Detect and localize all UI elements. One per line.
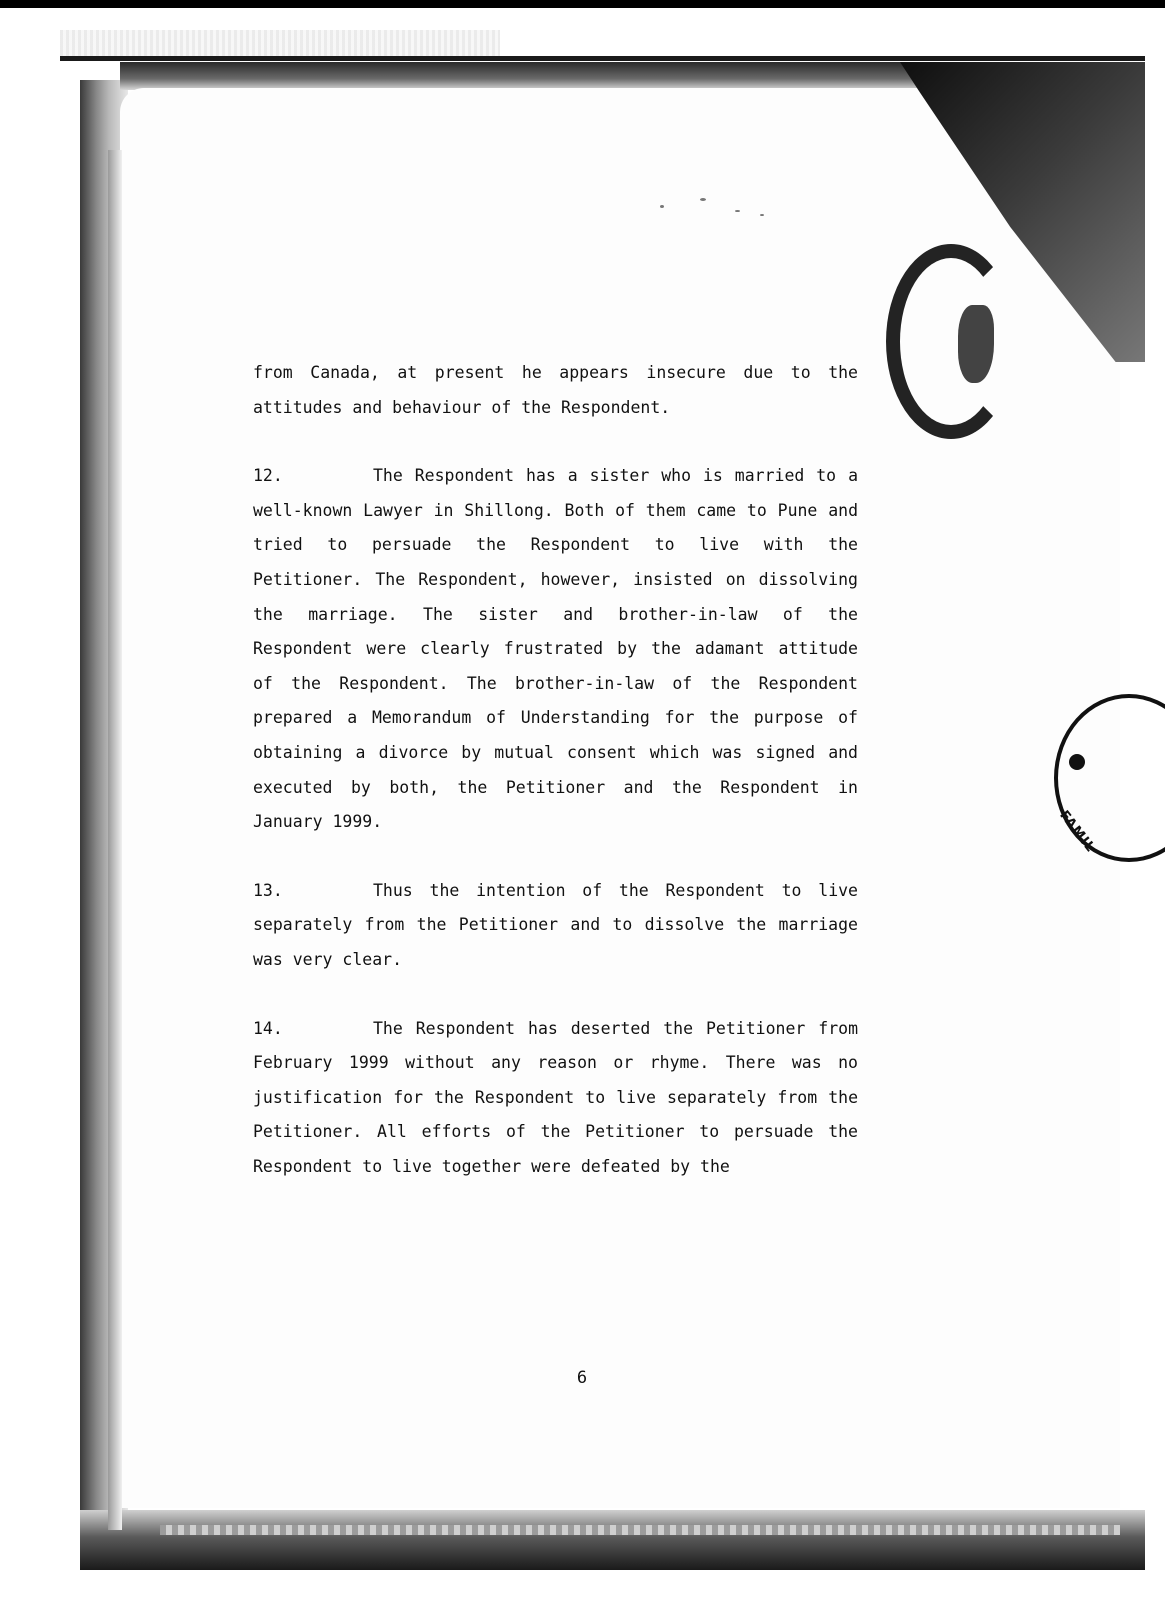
- court-stamp-top: [886, 244, 1016, 439]
- scan-top-rule: [60, 56, 1145, 61]
- scan-speck: [660, 205, 664, 208]
- scan-bottom-strip: [160, 1525, 1120, 1535]
- scan-top-border: [0, 0, 1165, 8]
- faint-header-artifact: [60, 30, 500, 56]
- paragraph-14: [253, 1012, 858, 1185]
- stamp-label: FAMIL: [1056, 808, 1098, 856]
- paragraph-13: [253, 874, 858, 978]
- page-inner-edge: [108, 150, 122, 1530]
- continuation-paragraph: from Canada, at present he appears insecure due to the attitudes and behaviour of the Respondent.: [253, 363, 858, 417]
- paragraph-number: 12.: [253, 466, 283, 486]
- paragraph-text: The Respondent has deserted the Petitioner from February 1999 without any reason or rhyme. There was no justification for the Respondent to live separately from the Petitioner. All efforts of the Petitioner to persuade the Respondent to live together were defeated by the: [253, 1018, 858, 1176]
- paragraph-number: 13.: [253, 880, 283, 900]
- scan-speck: [760, 214, 764, 216]
- scan-bottom-shadow: [80, 1510, 1145, 1570]
- document-body: [253, 356, 858, 1184]
- paragraph-text: The Respondent has a sister who is married to a well-known Lawyer in Shillong. Both of them came to Pune and tried to persuade the Respondent to live with the Petitioner. The Respondent, however, insisted on dissolving the marriage. The sister and brother-in-law of the Respondent were clearly frustrated by the adamant attitude of the Respondent. The brother-in-law of the Respondent prepared a Memorandum of Understanding for the purpose of obtaining a divorce by mutual consent which was signed and executed by both, the Petitioner and the Respondent in January 1999.: [253, 466, 858, 832]
- paragraph-text: Thus the intention of the Respondent to live separately from the Petitioner and to dissolve the marriage was very clear.: [253, 880, 858, 969]
- page-number: 6: [576, 1368, 588, 1388]
- stamp-ink-blot: [958, 305, 994, 383]
- paragraph-number: 14.: [253, 1018, 283, 1038]
- stamp-dot-icon: [1069, 754, 1085, 770]
- scan-speck: [700, 198, 706, 201]
- paragraph-12: [253, 459, 858, 840]
- scan-speck: [735, 210, 740, 212]
